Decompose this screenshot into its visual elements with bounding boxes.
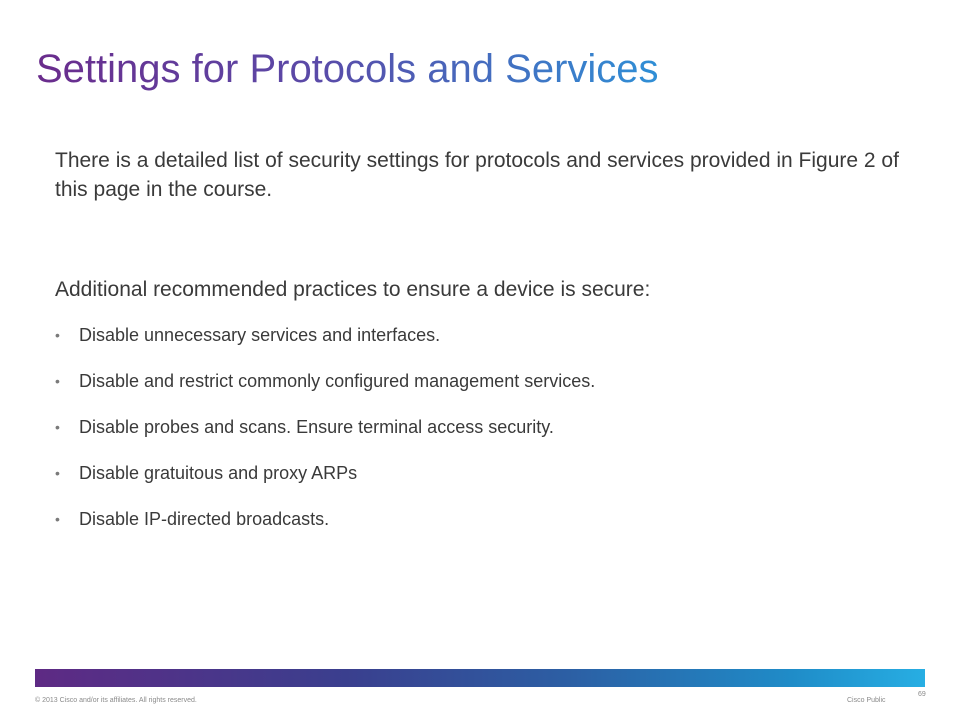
copyright-notice: © 2013 Cisco and/or its affiliates. All rights reserved. bbox=[35, 697, 197, 704]
list-item-text: Disable IP-directed broadcasts. bbox=[79, 509, 330, 529]
list-item-text: Disable gratuitous and proxy ARPs bbox=[79, 463, 358, 483]
bullet-icon: • bbox=[55, 373, 60, 389]
slide-title: Settings for Protocols and Services bbox=[36, 40, 659, 98]
list-item-text: Disable and restrict commonly configured management services. bbox=[79, 371, 596, 391]
footer-gradient-bar bbox=[35, 669, 925, 687]
bullet-icon: • bbox=[55, 511, 60, 527]
list-item-text: Disable probes and scans. Ensure terminal access security. bbox=[79, 417, 554, 437]
intro-paragraph: There is a detailed list of security settings for protocols and services provided in Figure 2 of this page in the course. bbox=[55, 149, 899, 201]
list-item-text: Disable unnecessary services and interfaces. bbox=[79, 325, 441, 345]
bullet-icon: • bbox=[55, 419, 60, 435]
bullet-icon: • bbox=[55, 327, 60, 343]
page-number: 69 bbox=[918, 691, 926, 698]
practices-heading: Additional recommended practices to ensure a device is secure: bbox=[55, 278, 651, 301]
bullet-icon: • bbox=[55, 465, 60, 481]
classification-label: Cisco Public bbox=[847, 697, 886, 704]
